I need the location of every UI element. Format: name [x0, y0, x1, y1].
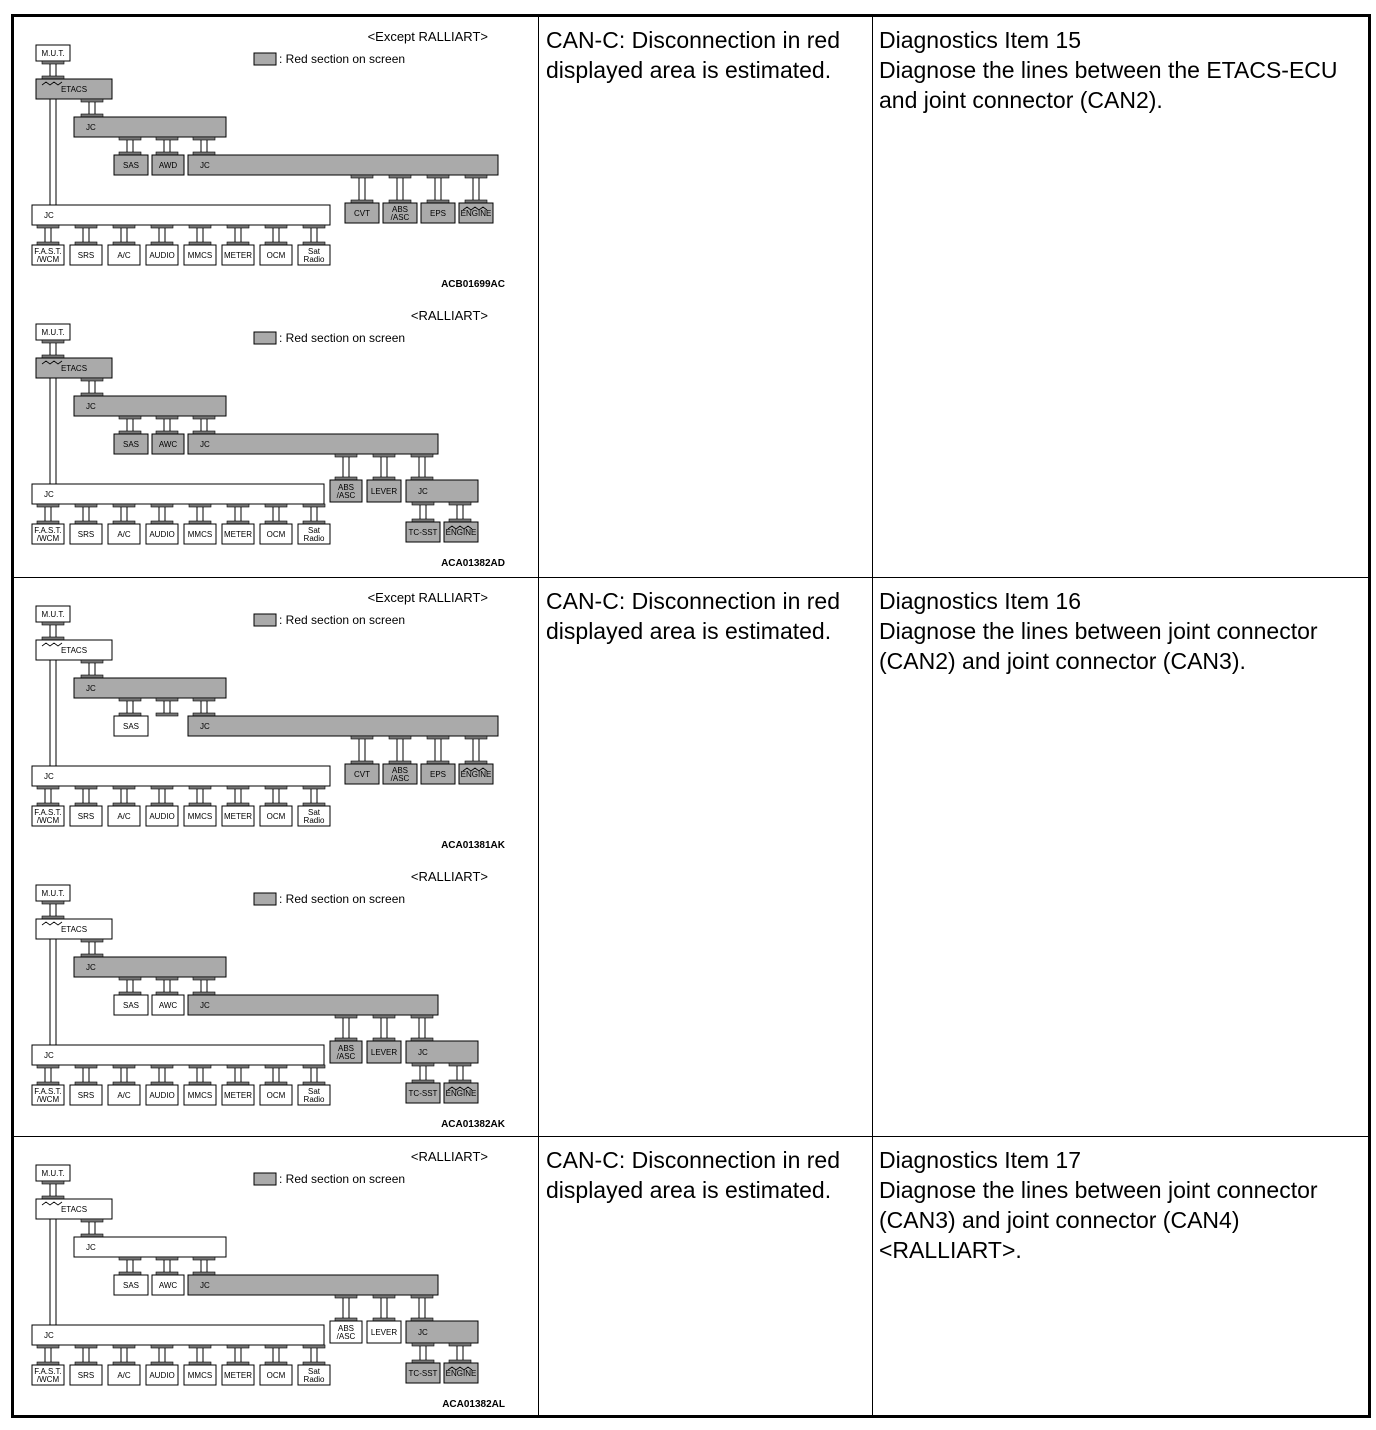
item-text: Diagnose the lines between the ETACS-ECU and joint connector (CAN2). — [879, 57, 1344, 113]
node-label: TC-SST — [408, 1369, 438, 1378]
node-label: METER — [224, 812, 252, 821]
node-label: /ASC — [390, 213, 410, 222]
item-text: Diagnose the lines between joint connector (CAN2) and joint connector (CAN3). — [879, 618, 1324, 674]
connector-bar — [227, 1065, 249, 1068]
node-label: ABS — [391, 205, 409, 214]
node-label: A/C — [117, 1371, 131, 1380]
connector-bar — [227, 225, 249, 228]
connector-bar — [465, 175, 487, 178]
connector-bar — [449, 1063, 471, 1066]
node-label: ABS — [337, 1044, 355, 1053]
node-label: MMCS — [187, 812, 213, 821]
connector-bar — [151, 225, 173, 228]
node-label: OCM — [266, 1091, 286, 1100]
connector-bar — [156, 713, 178, 716]
node-label: ABS — [337, 1324, 355, 1333]
connector-bar — [265, 225, 287, 228]
jc-box — [32, 205, 330, 225]
node-label: SRS — [77, 812, 95, 821]
jc-box — [32, 1045, 324, 1065]
connector-bar — [335, 454, 357, 457]
node-label: AUDIO — [149, 1371, 175, 1380]
connector-bar — [151, 1065, 173, 1068]
node-label: CVT — [354, 209, 370, 218]
connector-bar — [193, 1257, 215, 1260]
node-label: EPS — [429, 770, 447, 779]
legend-swatch — [254, 1173, 276, 1185]
node-label: EPS — [429, 209, 447, 218]
connector-bar — [411, 1295, 433, 1298]
connector-bar — [75, 504, 97, 507]
jc-box — [188, 1275, 438, 1295]
connector-bar — [411, 454, 433, 457]
connector-bar — [335, 1015, 357, 1018]
connector-bar — [265, 1065, 287, 1068]
node-label: A/C — [117, 251, 131, 260]
variant-label: <RALLIART> — [410, 308, 488, 323]
node-label: LEVER — [370, 1048, 398, 1057]
item-cell — [873, 1137, 1368, 1415]
node-label: JC — [86, 402, 96, 411]
connector-bar — [227, 504, 249, 507]
connector-bar — [227, 786, 249, 789]
node-label: OCM — [266, 1371, 286, 1380]
connector-bar — [156, 137, 178, 140]
connector-bar — [75, 1065, 97, 1068]
node-label: JC — [200, 1001, 210, 1010]
item-text: Diagnose the lines between joint connector (CAN3) and joint connector (CAN4) <RALLIART>. — [879, 1177, 1324, 1263]
node-label: ETACS — [60, 1205, 88, 1214]
node-label: SAS — [122, 1001, 140, 1010]
can-diagram — [20, 302, 520, 579]
connector-bar — [81, 660, 103, 663]
node-label: METER — [224, 530, 252, 539]
figure-id: ACA01382AL — [442, 1399, 505, 1410]
jc-box — [188, 716, 498, 736]
connector-bar — [81, 378, 103, 381]
node-label: ENGINE — [460, 770, 492, 779]
connector-bar — [412, 1063, 434, 1066]
connector-bar — [412, 502, 434, 505]
can-diagram — [20, 584, 520, 861]
connector-bar — [119, 977, 141, 980]
connector-bar — [42, 901, 64, 904]
legend-swatch — [254, 614, 276, 626]
connector-bar — [303, 786, 325, 789]
jc-box — [74, 396, 226, 416]
node-label: METER — [224, 251, 252, 260]
jc-box — [32, 766, 330, 786]
node-label: JC — [200, 722, 210, 731]
node-label: AWD — [158, 161, 178, 170]
node-label: MMCS — [187, 1371, 213, 1380]
connector-bar — [193, 137, 215, 140]
connector-bar — [151, 786, 173, 789]
node-label: LEVER — [370, 1328, 398, 1337]
node-label: AWC — [158, 1001, 178, 1010]
connector-bar — [156, 416, 178, 419]
node-label: SRS — [77, 1091, 95, 1100]
node-label: Sat — [307, 808, 321, 817]
node-label: Radio — [303, 255, 325, 264]
connector-bar — [373, 454, 395, 457]
connector-bar — [193, 698, 215, 701]
node-label: AWC — [158, 440, 178, 449]
node-label: A/C — [117, 812, 131, 821]
connector-bar — [37, 1065, 59, 1068]
node-label: Radio — [303, 534, 325, 543]
jc-box — [188, 995, 438, 1015]
jc-box — [74, 678, 226, 698]
legend-text: : Red section on screen — [279, 1172, 406, 1186]
estimate-cell — [539, 17, 873, 577]
can-network-svg — [20, 23, 520, 295]
node-label: OCM — [266, 530, 286, 539]
connector-bar — [81, 939, 103, 942]
node-label: ENGINE — [445, 1369, 477, 1378]
connector-bar — [156, 1257, 178, 1260]
node-label: JC — [200, 161, 210, 170]
node-label: JC — [86, 123, 96, 132]
connector-bar — [303, 504, 325, 507]
jc-box — [406, 1041, 478, 1063]
node-label: JC — [418, 1328, 428, 1337]
figure-id: ACA01382AK — [441, 1119, 505, 1130]
diagram-cell — [14, 1137, 539, 1415]
connector-bar — [37, 786, 59, 789]
node-label: JC — [86, 684, 96, 693]
connector-bar — [156, 977, 178, 980]
connector-bar — [37, 225, 59, 228]
connector-bar — [189, 225, 211, 228]
diagram-cell — [14, 17, 539, 577]
node-label: ABS — [391, 766, 409, 775]
node-label: ENGINE — [445, 1089, 477, 1098]
node-label: SRS — [77, 530, 95, 539]
node-label: JC — [86, 963, 96, 972]
connector-bar — [81, 99, 103, 102]
connector-bar — [373, 1015, 395, 1018]
node-label: JC — [200, 440, 210, 449]
table-row — [14, 1137, 1368, 1415]
can-diagram — [20, 863, 520, 1140]
connector-bar — [351, 175, 373, 178]
can-diagram — [20, 1143, 520, 1420]
legend-text: : Red section on screen — [279, 892, 406, 906]
node-label: TC-SST — [408, 528, 438, 537]
connector-bar — [449, 1343, 471, 1346]
node-label: AUDIO — [149, 812, 175, 821]
connector-bar — [42, 622, 64, 625]
node-label: F.A.S.T. — [34, 1367, 62, 1376]
node-label: ETACS — [60, 364, 88, 373]
connector-bar — [189, 1345, 211, 1348]
node-label: JC — [44, 211, 54, 220]
node-label: F.A.S.T. — [34, 526, 62, 535]
node-label: MMCS — [187, 251, 213, 260]
can-network-svg — [20, 1143, 520, 1415]
connector-bar — [427, 736, 449, 739]
item-cell — [873, 578, 1368, 1136]
node-label: ETACS — [60, 925, 88, 934]
connector-bar — [303, 1065, 325, 1068]
item-cell — [873, 17, 1368, 577]
node-label: SAS — [122, 1281, 140, 1290]
item-title: Diagnostics Item 16 — [879, 588, 1081, 614]
legend-text: : Red section on screen — [279, 613, 406, 627]
node-label: M.U.T. — [41, 610, 65, 619]
node-label: /ASC — [336, 1052, 356, 1061]
node-label: A/C — [117, 1091, 131, 1100]
node-label: SAS — [122, 161, 140, 170]
connector-bar — [37, 1345, 59, 1348]
connector-bar — [303, 225, 325, 228]
node-label: ABS — [337, 483, 355, 492]
node-label: JC — [86, 1243, 96, 1252]
connector-bar — [303, 1345, 325, 1348]
node-label: METER — [224, 1371, 252, 1380]
node-label: JC — [44, 1051, 54, 1060]
connector-bar — [411, 1015, 433, 1018]
estimate-cell — [539, 1137, 873, 1415]
node-label: OCM — [266, 812, 286, 821]
connector-bar — [189, 504, 211, 507]
connector-bar — [427, 175, 449, 178]
connector-bar — [42, 61, 64, 64]
connector-bar — [119, 1257, 141, 1260]
jc-box — [32, 1325, 324, 1345]
node-label: Radio — [303, 1375, 325, 1384]
connector-bar — [389, 736, 411, 739]
node-label: JC — [44, 772, 54, 781]
connector-bar — [193, 977, 215, 980]
jc-box — [188, 434, 438, 454]
estimate-text: CAN-C: Disconnection in red displayed area is estimated. — [546, 27, 847, 83]
node-label: ENGINE — [460, 209, 492, 218]
connector-bar — [449, 502, 471, 505]
connector-bar — [42, 340, 64, 343]
jc-box — [188, 155, 498, 175]
table-row — [14, 17, 1368, 578]
connector-bar — [119, 137, 141, 140]
node-label: JC — [44, 490, 54, 499]
node-label: A/C — [117, 530, 131, 539]
table-row — [14, 578, 1368, 1137]
node-label: JC — [418, 1048, 428, 1057]
connector-bar — [412, 1343, 434, 1346]
diagnostics-table — [11, 14, 1371, 1418]
jc-box — [74, 957, 226, 977]
node-label: F.A.S.T. — [34, 1087, 62, 1096]
connector-bar — [113, 504, 135, 507]
figure-id: ACB01699AC — [441, 279, 505, 290]
node-label: /ASC — [336, 1332, 356, 1341]
node-label: /WCM — [36, 255, 60, 264]
connector-bar — [227, 1345, 249, 1348]
connector-bar — [75, 1345, 97, 1348]
variant-label: <RALLIART> — [410, 869, 488, 884]
connector-bar — [151, 504, 173, 507]
jc-box — [32, 484, 324, 504]
node-label: /WCM — [36, 534, 60, 543]
connector-bar — [37, 504, 59, 507]
node-label: JC — [418, 487, 428, 496]
node-label: Sat — [307, 1087, 321, 1096]
node-label: JC — [200, 1281, 210, 1290]
connector-bar — [156, 698, 178, 701]
connector-bar — [81, 1219, 103, 1222]
node-label: AUDIO — [149, 530, 175, 539]
variant-label: <RALLIART> — [410, 1149, 488, 1164]
node-label: CVT — [354, 770, 370, 779]
connector-bar — [351, 736, 373, 739]
can-network-svg — [20, 863, 520, 1135]
connector-bar — [151, 1345, 173, 1348]
node-label: Radio — [303, 816, 325, 825]
node-label: METER — [224, 1091, 252, 1100]
node-label: Sat — [307, 247, 321, 256]
connector-bar — [373, 1295, 395, 1298]
node-label: MMCS — [187, 530, 213, 539]
node-label: M.U.T. — [41, 328, 65, 337]
legend-swatch — [254, 332, 276, 344]
diagram-cell — [14, 578, 539, 1136]
node-label: ETACS — [60, 646, 88, 655]
figure-id: ACA01382AD — [441, 558, 505, 569]
connector-bar — [75, 225, 97, 228]
connector-bar — [113, 786, 135, 789]
jc-box — [74, 117, 226, 137]
node-label: /WCM — [36, 816, 60, 825]
connector-bar — [113, 1345, 135, 1348]
connector-bar — [389, 175, 411, 178]
connector-bar — [193, 416, 215, 419]
legend-swatch — [254, 893, 276, 905]
node-label: M.U.T. — [41, 889, 65, 898]
node-label: /ASC — [336, 491, 356, 500]
can-network-svg — [20, 584, 520, 856]
can-diagram — [20, 23, 520, 300]
connector-bar — [465, 736, 487, 739]
node-label: LEVER — [370, 487, 398, 496]
node-label: OCM — [266, 251, 286, 260]
node-label: MMCS — [187, 1091, 213, 1100]
connector-bar — [265, 786, 287, 789]
item-title: Diagnostics Item 15 — [879, 27, 1081, 53]
estimate-text: CAN-C: Disconnection in red displayed area is estimated. — [546, 588, 847, 644]
node-label: /WCM — [36, 1375, 60, 1384]
node-label: M.U.T. — [41, 49, 65, 58]
node-label: /WCM — [36, 1095, 60, 1104]
estimate-text: CAN-C: Disconnection in red displayed area is estimated. — [546, 1147, 847, 1203]
node-label: SAS — [122, 440, 140, 449]
can-network-svg — [20, 302, 520, 574]
jc-box — [406, 1321, 478, 1343]
node-label: F.A.S.T. — [34, 247, 62, 256]
connector-bar — [75, 786, 97, 789]
jc-box — [74, 1237, 226, 1257]
node-label: AUDIO — [149, 1091, 175, 1100]
node-label: SRS — [77, 1371, 95, 1380]
variant-label: <Except RALLIART> — [367, 29, 488, 44]
connector-bar — [113, 1065, 135, 1068]
node-label: JC — [44, 1331, 54, 1340]
connector-bar — [335, 1295, 357, 1298]
figure-id: ACA01381AK — [441, 840, 505, 851]
estimate-cell — [539, 578, 873, 1136]
legend-text: : Red section on screen — [279, 331, 406, 345]
node-label: ETACS — [60, 85, 88, 94]
node-label: AUDIO — [149, 251, 175, 260]
node-label: SRS — [77, 251, 95, 260]
connector-bar — [189, 786, 211, 789]
node-label: SAS — [122, 722, 140, 731]
connector-bar — [265, 1345, 287, 1348]
node-label: Sat — [307, 526, 321, 535]
legend-swatch — [254, 53, 276, 65]
item-title: Diagnostics Item 17 — [879, 1147, 1081, 1173]
node-label: M.U.T. — [41, 1169, 65, 1178]
node-label: Radio — [303, 1095, 325, 1104]
connector-bar — [189, 1065, 211, 1068]
node-label: ENGINE — [445, 528, 477, 537]
jc-box — [406, 480, 478, 502]
connector-bar — [113, 225, 135, 228]
node-label: Sat — [307, 1367, 321, 1376]
connector-bar — [119, 416, 141, 419]
node-label: /ASC — [390, 774, 410, 783]
connector-bar — [119, 698, 141, 701]
node-label: AWC — [158, 1281, 178, 1290]
node-label: F.A.S.T. — [34, 808, 62, 817]
node-label: TC-SST — [408, 1089, 438, 1098]
variant-label: <Except RALLIART> — [367, 590, 488, 605]
legend-text: : Red section on screen — [279, 52, 406, 66]
connector-bar — [42, 1181, 64, 1184]
connector-bar — [265, 504, 287, 507]
